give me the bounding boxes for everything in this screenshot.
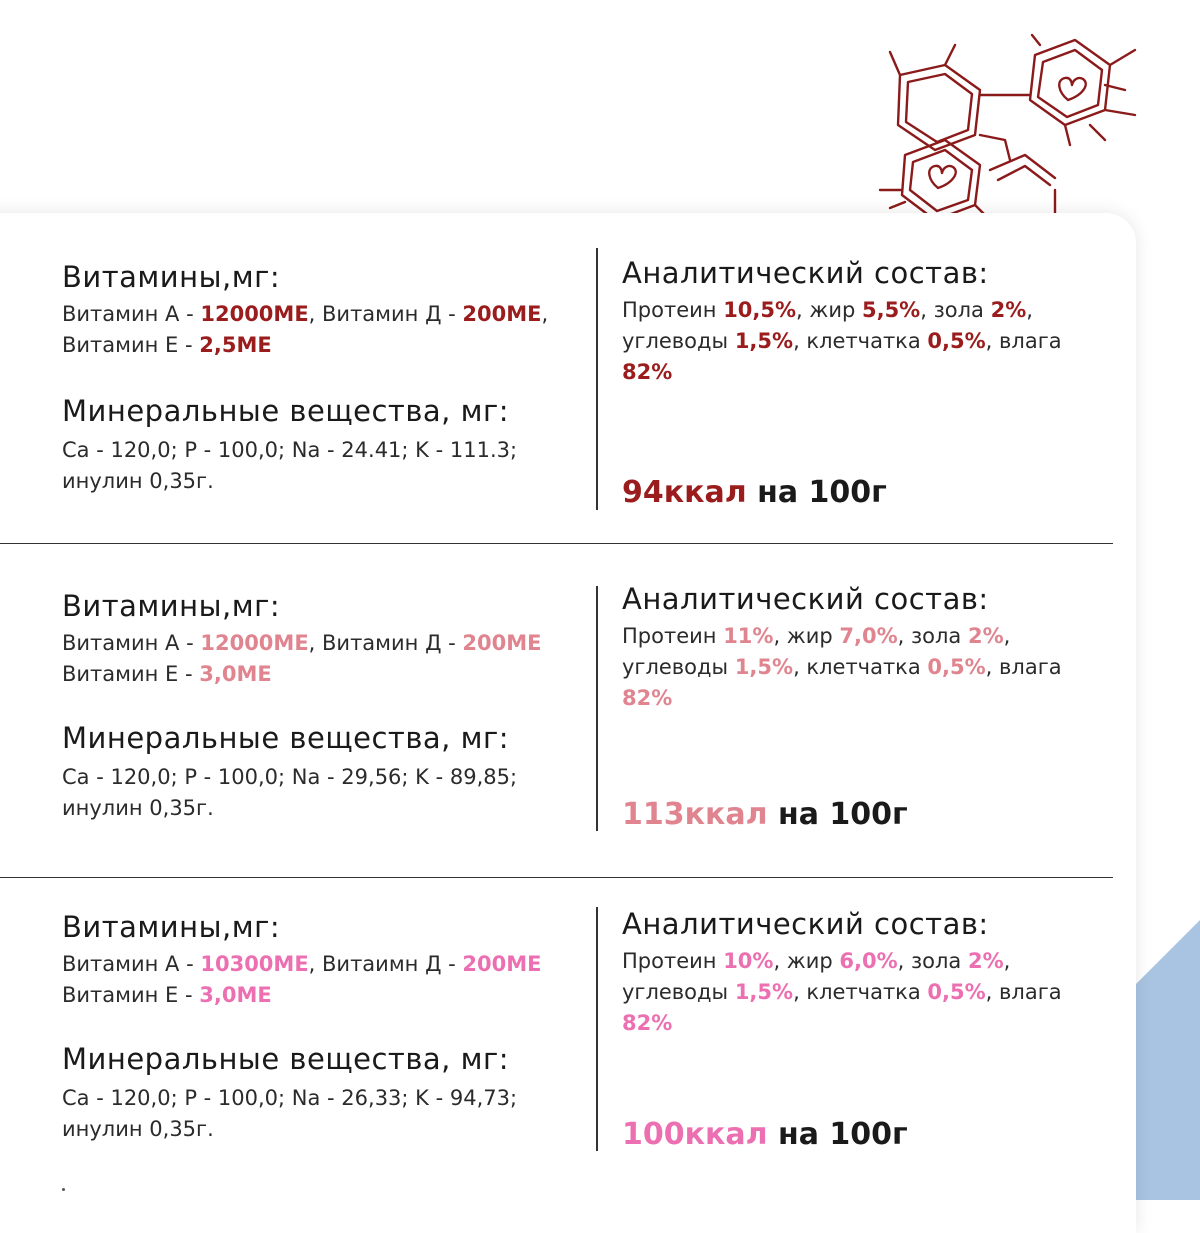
dot-mark bbox=[62, 1188, 65, 1191]
highlight-value: 12000МЕ bbox=[200, 302, 309, 326]
calories-line bbox=[622, 1115, 908, 1155]
highlight-value: 2% bbox=[990, 298, 1027, 322]
analysis-line bbox=[622, 295, 1092, 326]
vitamins-line bbox=[62, 980, 582, 1011]
analysis-line bbox=[622, 946, 1092, 977]
vitamins-line bbox=[62, 299, 582, 330]
minerals-heading: Минеральные вещества, мг: bbox=[62, 394, 510, 428]
minerals-line: инулин 0,35г. bbox=[62, 469, 214, 493]
vitamins-minerals-column bbox=[62, 586, 582, 824]
column-divider bbox=[596, 907, 598, 1151]
vitamins-heading: Витамины,мг: bbox=[62, 589, 281, 623]
analysis-line bbox=[622, 621, 1092, 652]
highlight-value: 200МЕ bbox=[462, 952, 542, 976]
minerals-line: инулин 0,35г. bbox=[62, 1117, 214, 1141]
highlight-value: 10300МЕ bbox=[200, 952, 309, 976]
text-fragment: , клетчатка bbox=[793, 655, 928, 679]
text-fragment: , зола bbox=[897, 624, 968, 648]
nutrition-section bbox=[0, 877, 1200, 1207]
analysis-line bbox=[622, 326, 1092, 357]
text-fragment: , клетчатка bbox=[793, 329, 928, 353]
analysis-line bbox=[622, 652, 1092, 683]
minerals-line: инулин 0,35г. bbox=[62, 796, 214, 820]
text-fragment: Витамин Е - bbox=[62, 662, 200, 686]
text-fragment: , клетчатка bbox=[793, 980, 928, 1004]
text-fragment: Витамин А - bbox=[62, 952, 201, 976]
analysis-column bbox=[622, 579, 1092, 714]
moisture-value: 82% bbox=[622, 1011, 673, 1035]
text-fragment: углеводы bbox=[622, 980, 735, 1004]
calories-unit: на 100г bbox=[767, 797, 908, 832]
vitamins-heading: Витамины,мг: bbox=[62, 910, 281, 944]
highlight-value: 2,5МЕ bbox=[199, 333, 272, 357]
vitamins-line bbox=[62, 949, 582, 980]
text-fragment: , зола bbox=[897, 949, 968, 973]
minerals-line: Ca - 120,0; P - 100,0; Na - 29,56; K - 89,85; bbox=[62, 765, 518, 789]
text-fragment: , Витаимн Д - bbox=[308, 952, 463, 976]
vitamins-heading: Витамины,мг: bbox=[62, 260, 281, 294]
highlight-value: 2% bbox=[967, 949, 1004, 973]
highlight-value: 3,0МЕ bbox=[199, 662, 272, 686]
vitamins-line bbox=[62, 628, 582, 659]
analysis-column bbox=[622, 904, 1092, 1039]
highlight-value: 200МЕ bbox=[462, 631, 542, 655]
nutrition-section bbox=[0, 543, 1200, 873]
text-fragment: Протеин bbox=[622, 298, 724, 322]
vitamins-line bbox=[62, 330, 582, 361]
text-fragment: , bbox=[1026, 298, 1033, 322]
highlight-value: 10% bbox=[723, 949, 774, 973]
calories-value: 113ккал bbox=[622, 797, 768, 832]
text-fragment: , влага bbox=[985, 655, 1062, 679]
text-fragment: Витамин А - bbox=[62, 631, 201, 655]
vitamins-minerals-column bbox=[62, 907, 582, 1145]
calories-unit: на 100г bbox=[746, 475, 887, 510]
vitamins-line bbox=[62, 659, 582, 690]
moisture-value: 82% bbox=[622, 686, 673, 710]
nutrition-section bbox=[0, 213, 1200, 543]
minerals-heading: Минеральные вещества, мг: bbox=[62, 1042, 510, 1076]
highlight-value: 5,5% bbox=[861, 298, 921, 322]
highlight-value: 1,5% bbox=[734, 980, 794, 1004]
text-fragment: , жир bbox=[796, 298, 862, 322]
highlight-value: 11% bbox=[723, 624, 774, 648]
text-fragment: , bbox=[541, 302, 549, 326]
minerals-line: Ca - 120,0; P - 100,0; Na - 26,33; K - 94,73; bbox=[62, 1086, 518, 1110]
text-fragment: , Витамин Д - bbox=[308, 302, 463, 326]
text-fragment: углеводы bbox=[622, 329, 735, 353]
highlight-value: 6,0% bbox=[839, 949, 898, 973]
highlight-value: 2% bbox=[967, 624, 1004, 648]
vitamins-minerals-column bbox=[62, 257, 582, 497]
text-fragment: Витамин А - bbox=[62, 302, 201, 326]
text-fragment: углеводы bbox=[622, 655, 735, 679]
highlight-value: 7,0% bbox=[839, 624, 898, 648]
text-fragment: , bbox=[1003, 949, 1011, 973]
highlight-value: 1,5% bbox=[734, 329, 794, 353]
analysis-line bbox=[622, 977, 1092, 1008]
text-fragment: , Витамин Д - bbox=[308, 631, 463, 655]
text-fragment: Протеин bbox=[622, 949, 724, 973]
column-divider bbox=[596, 586, 598, 831]
text-fragment: Витамин Е - bbox=[62, 983, 200, 1007]
minerals-heading: Минеральные вещества, мг: bbox=[62, 721, 510, 755]
text-fragment: Витамин Е - bbox=[62, 333, 200, 357]
column-divider bbox=[596, 248, 598, 510]
highlight-value: 0,5% bbox=[927, 980, 986, 1004]
calories-value: 100ккал bbox=[622, 1117, 768, 1152]
analysis-heading: Аналитический состав: bbox=[622, 582, 989, 616]
calories-value: 94ккал bbox=[622, 475, 747, 510]
analysis-column bbox=[622, 253, 1092, 388]
highlight-value: 200МЕ bbox=[462, 302, 542, 326]
highlight-value: 0,5% bbox=[927, 329, 986, 353]
minerals-line: Ca - 120,0; P - 100,0; Na - 24.41; K - 111.3; bbox=[62, 438, 518, 462]
honeycomb-hearts-illustration bbox=[860, 30, 1160, 230]
text-fragment: , зола bbox=[920, 298, 991, 322]
highlight-value: 0,5% bbox=[927, 655, 986, 679]
calories-line bbox=[622, 473, 887, 513]
highlight-value: 12000МЕ bbox=[200, 631, 309, 655]
analysis-heading: Аналитический состав: bbox=[622, 907, 989, 941]
text-fragment: , влага bbox=[985, 980, 1062, 1004]
moisture-value: 82% bbox=[622, 360, 673, 384]
highlight-value: 3,0МЕ bbox=[199, 983, 272, 1007]
calories-unit: на 100г bbox=[767, 1117, 908, 1152]
calories-line bbox=[622, 795, 908, 835]
text-fragment: , bbox=[1003, 624, 1011, 648]
text-fragment: , влага bbox=[985, 329, 1062, 353]
highlight-value: 10,5% bbox=[723, 298, 797, 322]
text-fragment: , жир bbox=[773, 949, 840, 973]
highlight-value: 1,5% bbox=[734, 655, 794, 679]
text-fragment: Протеин bbox=[622, 624, 724, 648]
analysis-heading: Аналитический состав: bbox=[622, 256, 989, 290]
text-fragment: , жир bbox=[773, 624, 840, 648]
